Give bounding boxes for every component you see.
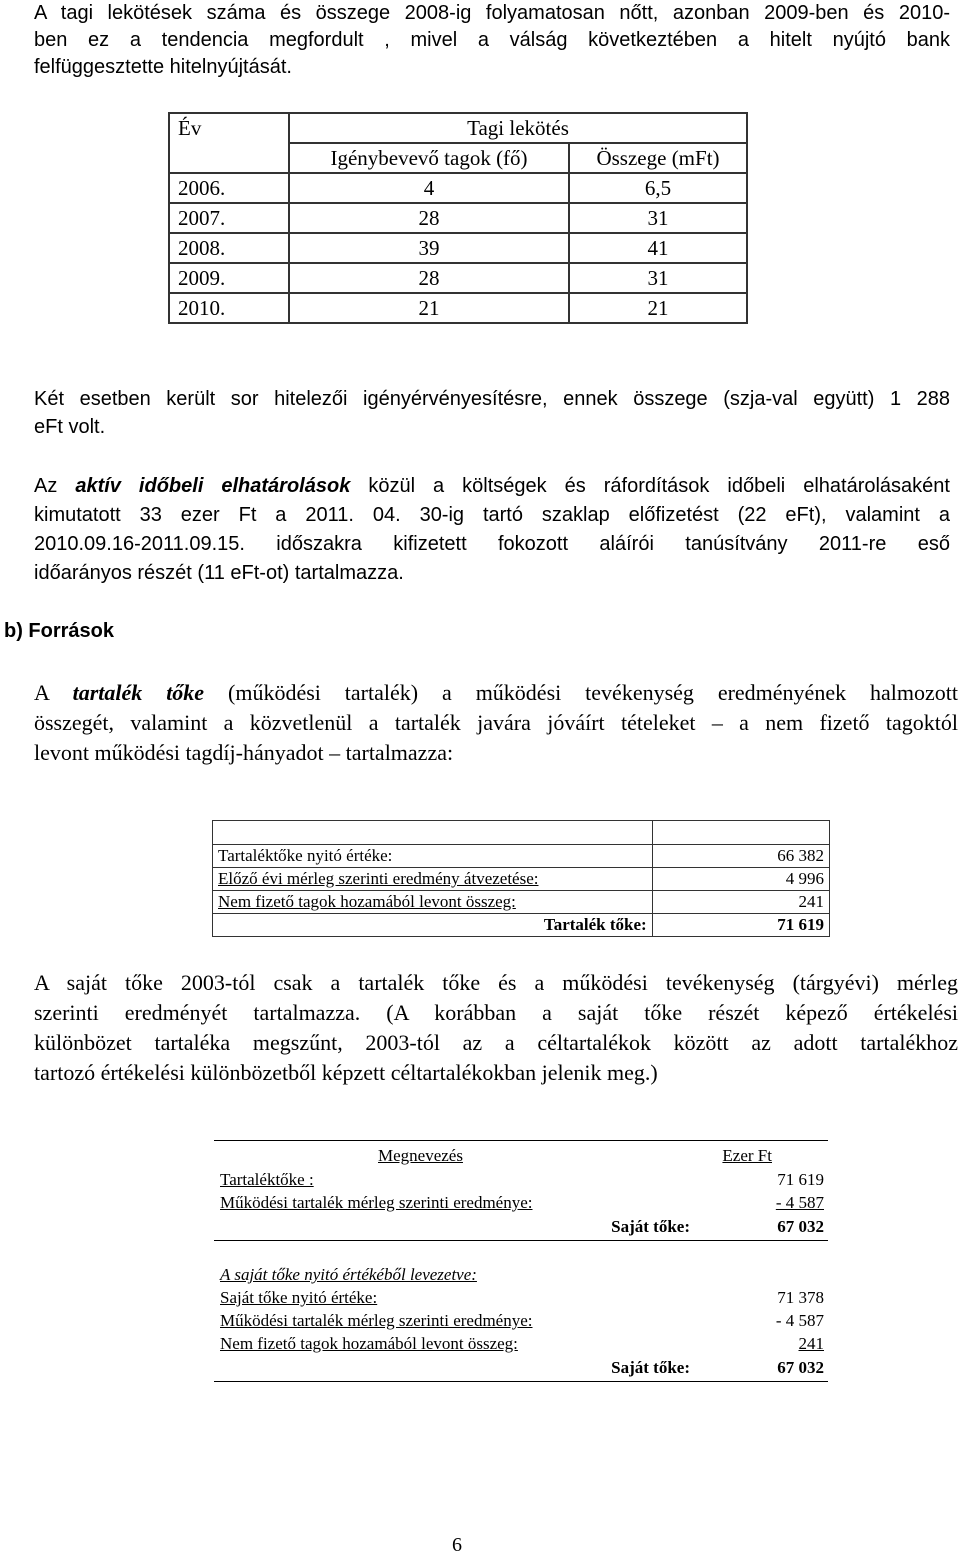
header-name: Megnevezés [378,1146,463,1165]
derived-title: A saját tőke nyitó értékéből levezetve: [220,1265,477,1284]
table-row [213,845,830,868]
group-header: Tagi lekötés [289,113,747,143]
members-cell: 28 [289,263,569,293]
accruals-line: időarányos részét (11 eFt-ot) tartalmazza. [34,562,404,584]
year-cell: 2010. [169,293,289,323]
row-value: 71 619 [777,1170,824,1189]
enforcement-line: eFt volt. [34,416,106,438]
total-value: 71 619 [652,914,829,937]
table-row [214,1168,828,1191]
derived-title-row [214,1263,828,1286]
page-number: 6 [452,1534,462,1556]
row-value: - 4 587 [775,1193,824,1212]
row-label: Előző évi mérleg szerinti eredmény átvezetése: [213,868,653,891]
amount-cell: 31 [569,263,747,293]
row-label: Nem fizető tagok hozamából levont összeg: [213,891,653,914]
header-value: Ezer Ft [722,1146,772,1165]
reserve-capital-table [212,820,830,937]
row-value: 241 [798,1334,824,1353]
intro-line: felfüggesztette hitelnyújtását. [34,56,292,78]
equity-paragraph [34,968,958,1088]
year-cell: 2007. [169,203,289,233]
amount-cell: 21 [569,293,747,323]
amount-cell: 6,5 [569,173,747,203]
accruals-paragraph [34,472,950,588]
year-cell: 2006. [169,173,289,203]
table-row [169,203,747,233]
table-row [214,1191,828,1214]
members-cell: 4 [289,173,569,203]
table-row [213,868,830,891]
row-value: 66 382 [652,845,829,868]
reserve-paragraph [34,678,958,768]
equity-line: A saját tőke 2003-tól csak a tartalék tőke és a működési tevékenység (tárgyévi) mérleg [34,970,958,995]
table-row [214,1309,828,1332]
reserve-line: levont működési tagdíj-hányadot – tartalmazza: [34,740,454,765]
row-label: Működési tartalék mérleg szerinti eredménye: [220,1311,533,1330]
amount-cell: 41 [569,233,747,263]
members-cell: 28 [289,203,569,233]
intro-paragraph [34,0,950,81]
reserve-emphasis: tartalék tőke [72,680,205,705]
table-row [214,1286,828,1309]
equity-line: tartozó értékelési különbözetből képzett céltartalékokban jelenik meg.) [34,1060,658,1085]
total-label: Tartalék tőke: [213,914,653,937]
intro-line: ben ez a tendencia megfordult , mivel a válság következtében a hitelt nyújtó bank [34,29,950,51]
members-cell: 21 [289,293,569,323]
table-row [213,891,830,914]
reserve-line: összegét, valamint a közvetlenül a tartalék javára jóváírt tételeket – a nem fizető tagoktól [34,710,958,735]
row-value: - 4 587 [775,1311,824,1330]
own-equity-table [214,1140,828,1390]
member-deposits-table [168,112,748,324]
row-value: 4 996 [652,868,829,891]
accruals-line: kimutatott 33 ezer Ft a 2011. 04. 30-ig tartó szaklap előfizetést (22 eFt), valamint a [34,504,950,526]
accruals-line: Az aktív időbeli elhatárolások közül a költségek és ráfordítások időbeli elhatárolásaként [34,475,950,497]
total-label: Saját tőke: [611,1217,690,1236]
row-label: Saját tőke nyitó értéke: [220,1288,378,1307]
table-total-row [214,1356,828,1379]
total-value: 67 032 [777,1217,824,1236]
amount-cell: 31 [569,203,747,233]
row-value: 71 378 [777,1288,824,1307]
enforcement-line: Két esetben került sor hitelezői igényérvényesítésre, ennek összege (szja-val együtt) 1 288 [34,388,950,410]
row-label: Tartaléktőke nyitó értéke: [213,845,653,868]
table-row [169,263,747,293]
total-value: 67 032 [777,1358,824,1377]
total-label: Saját tőke: [611,1358,690,1377]
col-members-header: Igénybevevő tagok (fő) [289,143,569,173]
reserve-line: A tartalék tőke (működési tartalék) a működési tevékenység eredményének halmozott [34,680,958,705]
table-row [169,173,747,203]
members-cell: 39 [289,233,569,263]
row-label: Nem fizető tagok hozamából levont összeg: [220,1334,518,1353]
table-row [169,233,747,263]
col-year-header: Év [169,113,289,173]
row-label: Működési tartalék mérleg szerinti eredménye: [220,1193,533,1212]
table-header-row [214,1144,828,1167]
accruals-line: 2010.09.16-2011.09.15. időszakra kifizetett fokozott aláírói tanúsítvány 2011-re eső [34,533,950,555]
row-value: 241 [652,891,829,914]
year-cell: 2008. [169,233,289,263]
equity-line: különbözet tartaléka megszűnt, 2003-tól az a céltartalékok között az adott tartalékhoz [34,1030,958,1055]
table-row [214,1332,828,1355]
table-total-row [213,914,830,937]
table-total-row [214,1215,828,1238]
section-heading: b) Források [4,620,115,642]
col-amount-header: Összege (mFt) [569,143,747,173]
accruals-emphasis: aktív időbeli elhatárolások [75,475,351,497]
enforcement-paragraph [34,385,950,441]
equity-line: szerinti eredményét tartalmazza. (A korábban a saját tőke részét képező értékelési [34,1000,958,1025]
row-label: Tartaléktőke : [220,1170,314,1189]
table-row [169,293,747,323]
year-cell: 2009. [169,263,289,293]
intro-line: A tagi lekötések száma és összege 2008-ig folyamatosan nőtt, azonban 2009-ben és 2010- [34,2,950,24]
